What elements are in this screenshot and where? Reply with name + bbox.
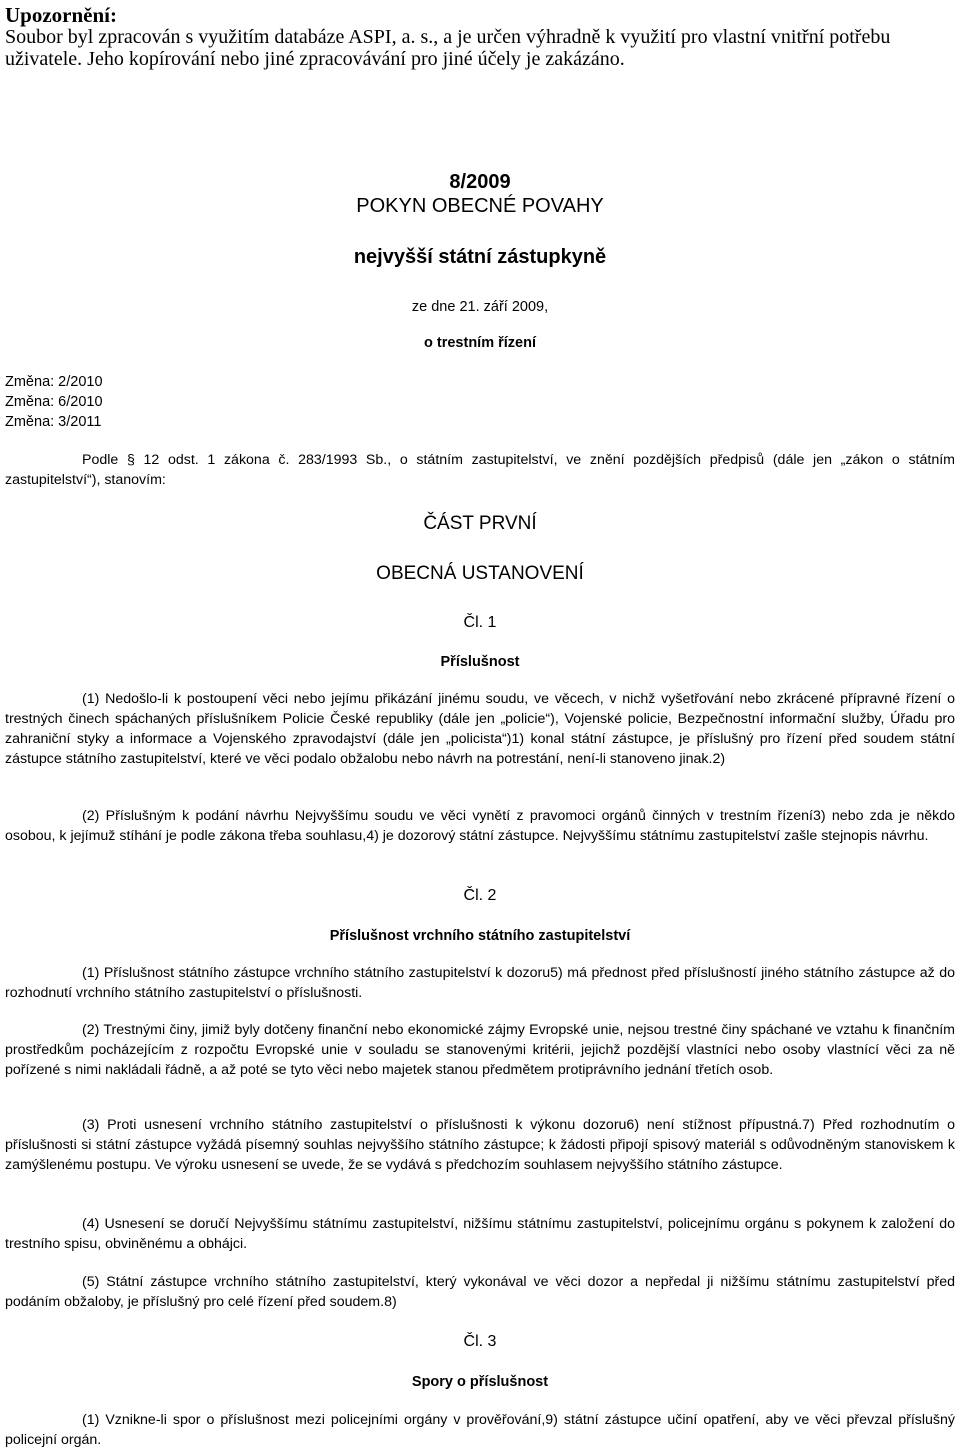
article-number: Čl. 3 — [463, 1333, 497, 1350]
article-paragraph: (5) Státní zástupce vrchního státního zastupitelství, který vykonával ve věci dozor a nepředal ji nižšímu státnímu zastupitelství před podáním obžaloby, je příslušný pro celé řízení před soudem.8) — [5, 1274, 955, 1310]
article-paragraph: (1) Nedošlo-li k postoupení věci nebo jejímu přikázání jinému soudu, ve věcech, v nichž vyšetřování nebo zkrácené přípravné řízení o trestných činech spáchaných příslušníkem Policie České republiky (dále jen „policie“), Vojenské policie, Bezpečnostní informační služby, Úřadu pro zahraniční styky a informace a Vojenského zpravodajství (dále jen „policista“)1) konal státní zástupce, je příslušný pro řízení před soudem státní zástupce státního zastupitelství, které ve věci podalo obžalobu nebo návrh na potrestání, není-li stanoveno jinak.2) — [5, 691, 955, 767]
article-paragraph: (2) Příslušným k podání návrhu Nejvyššímu soudu ve věci vynětí z pravomoci orgánů činných v trestním řízení3) nebo zda je někdo osobou, k jejímuž stíhání je podle zákona třeba souhlasu,4) je dozorový státní zástupce. Nejvyššímu státnímu zastupitelství zašle stejnopis návrhu. — [5, 808, 955, 844]
article-paragraph: (1) Vznikne-li spor o příslušnost mezi policejními orgány v prověřování,9) státní zástupce učiní opatření, aby ve věci převzal příslušný policejní orgán. — [5, 1412, 955, 1448]
article-paragraph: (3) Proti usnesení vrchního státního zastupitelství o příslušnosti k výkonu dozoru6) není stížnost přípustná.7) Před rozhodnutím o příslušnosti si státní zástupce vyžádá písemný souhlas nejvyššího státního zástupce; k žádosti připojí spisový materiál s odůvodněným stanoviskem k zamýšlenému postupu. Ve výroku usnesení se uvede, že se vydává s předchozím souhlasem nejvyššího státního zástupce. — [5, 1117, 955, 1173]
amendment-item: Změna: 2/2010 — [5, 374, 103, 390]
amendment-item: Změna: 6/2010 — [5, 394, 103, 410]
article-number: Čl. 2 — [463, 887, 497, 904]
amendment-item: Změna: 3/2011 — [5, 414, 102, 430]
part-subtitle: OBECNÁ USTANOVENÍ — [376, 563, 584, 584]
document-date: ze dne 21. září 2009, — [411, 299, 549, 315]
document-author: nejvyšší státní zástupkyně — [353, 246, 607, 268]
article-number: Čl. 1 — [463, 614, 497, 631]
notice-title: Upozornění: — [5, 3, 117, 27]
article-paragraph: (2) Trestnými činy, jimiž byly dotčeny finanční nebo ekonomické zájmy Evropské unie, nejsou trestné činy spáchané ve vztahu k finančním prostředkům pocházejícím z rozpočtu Evropské unie v souladu se stanovenými kritérii, jejichž pozdější vlastníci nebo osoby vlastnící věci za ně pořízené s nimi nakládali řádně, a až poté se tyto věci nebo majetek stanou předmětem protiprávního jednání třetích osob. — [5, 1022, 955, 1078]
document-type: POKYN OBECNÉ POVAHY — [356, 195, 604, 217]
part-title: ČÁST PRVNÍ — [423, 513, 537, 534]
article-heading: Spory o příslušnost — [411, 1374, 549, 1390]
document-subject: o trestním řízení — [424, 335, 536, 351]
article-heading: Příslušnost vrchního státního zastupitelství — [329, 928, 631, 944]
preamble: Podle § 12 odst. 1 zákona č. 283/1993 Sb., o státním zastupitelství, ve znění pozdějších předpisů (dále jen „zákon o státním zastupitelství“), stanovím: — [5, 452, 955, 488]
article-paragraph: (4) Usnesení se doručí Nejvyššímu státnímu zastupitelství, nižšímu státnímu zastupitelství, policejnímu orgánu s pokynem k založení do trestního spisu, obviněnému a obhájci. — [5, 1216, 955, 1252]
article-heading: Příslušnost — [440, 654, 520, 670]
document-number: 8/2009 — [449, 171, 511, 193]
notice-text: Soubor byl zpracován s využitím databáze ASPI, a. s., a je určen výhradně k využití pro vlastní vnitřní potřebu uživatele. Jeho kopírování nebo jiné zpracovávání pro jiné účely je zakázáno. — [5, 26, 891, 70]
article-paragraph: (1) Příslušnost státního zástupce vrchního státního zastupitelství k dozoru5) má přednost před příslušností jiného státního zástupce až do rozhodnutí vrchního státního zastupitelství o příslušnosti. — [5, 965, 955, 1001]
